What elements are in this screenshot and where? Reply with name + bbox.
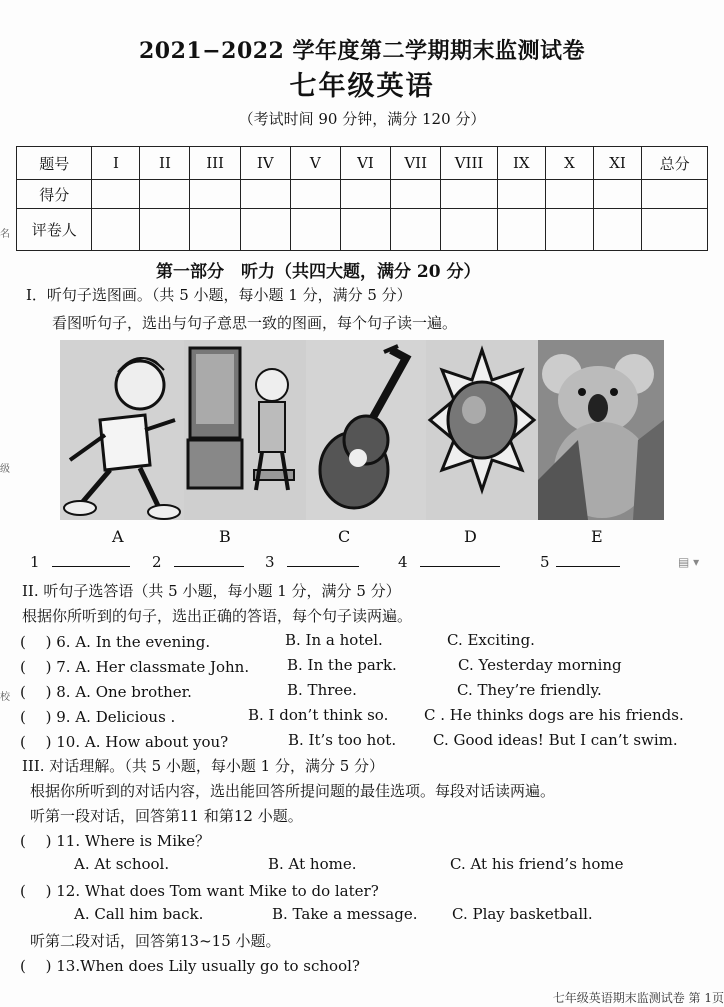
question-6-c: C. Exciting. [447,631,535,649]
question-7-b: B. In the park. [287,656,397,674]
margin-mark: 校 [0,692,10,703]
picture-label-d: D [464,527,477,546]
question-10-a: ( ) 10. A. How about you? [20,733,229,751]
question-12-c: C. Play basketball. [452,905,593,923]
section-number-cell: IX [497,147,545,180]
question-12-b: B. Take a message. [272,905,418,923]
score-cell[interactable] [391,180,441,209]
blank-number: 5 [540,553,550,571]
question-12-a: A. Call him back. [74,905,204,923]
question-9-a: ( ) 9. A. Delicious . [20,708,176,726]
question-9-c: C . He thinks dogs are his friends. [424,706,684,724]
section-number-cell: III [190,147,240,180]
question-8-c: C. They’re friendly. [457,681,602,699]
picture-boy-watching-tv [184,340,306,520]
exam-info: （考试时间 90 分钟，满分 120 分） [238,110,486,128]
question-11-c: C. At his friend’s home [450,855,624,873]
section-number-cell: I [92,147,140,180]
question-number-label: 题号 [17,147,92,180]
score-cell[interactable] [642,209,708,251]
score-cell[interactable] [441,209,497,251]
picture-label-b: B [219,527,231,546]
blank-number: 4 [398,553,408,571]
section3-instruction: 根据你所听到的对话内容，选出能回答所提问题的最佳选项。每段对话读两遍。 [30,782,556,800]
answer-blank-3[interactable] [265,552,359,571]
answer-blank-2[interactable] [152,552,244,571]
question-10-b: B. It’s too hot. [288,731,397,749]
score-cell[interactable] [545,209,593,251]
question-11-a: A. At school. [74,855,170,873]
score-cell[interactable] [497,180,545,209]
score-table [16,146,708,251]
question-7-a: ( ) 7. A. Her classmate John. [20,658,250,676]
score-cell[interactable] [497,209,545,251]
page-footer: 七年级英语期末监测试卷 第 1页 [552,991,724,1005]
score-cell[interactable] [340,180,390,209]
picture-label-c: C [338,527,351,546]
question-11-b: B. At home. [268,855,357,873]
score-cell[interactable] [190,180,240,209]
score-cell[interactable] [140,209,190,251]
section-number-cell: VIII [441,147,497,180]
answer-blank-4[interactable] [398,552,500,571]
blank-number: 3 [265,553,275,571]
dialog1-intro: 听第一段对话，回答第11 和第12 小题。 [30,807,303,825]
section2-instruction: 根据你所听到的句子，选出正确的答语，每个句子读两遍。 [22,607,413,625]
question-9-b: B. I don’t think so. [248,706,389,724]
margin-mark: 名 [0,229,10,240]
question-10-c: C. Good ideas! But I can’t swim. [433,731,678,749]
section-number-cell: V [290,147,340,180]
score-cell[interactable] [140,180,190,209]
score-cell[interactable] [340,209,390,251]
section-number-cell: VII [391,147,441,180]
section-number-cell: IV [240,147,290,180]
score-cell[interactable] [240,209,290,251]
exam-subject: 七年级英语 [289,71,435,102]
total-score-label: 总分 [642,147,708,180]
margin-mark: 级 [0,464,10,475]
score-cell[interactable] [391,209,441,251]
picture-guitar [306,340,426,520]
part1-title: 第一部分 听力（共四大题，满分 20 分） [156,262,481,282]
blank-number: 2 [152,553,162,571]
picture-sun [426,340,538,520]
question-6-b: B. In a hotel. [285,631,383,649]
paste-options-icon[interactable]: ▤ ▾ [678,555,700,569]
grader-row-label: 评卷人 [17,209,92,251]
dialog2-intro: 听第二段对话，回答第13~15 小题。 [30,932,281,950]
section-number-cell: VI [340,147,390,180]
section2-heading: II. 听句子选答语（共 5 小题，每小题 1 分，满分 5 分） [22,582,401,600]
question-6-a: ( ) 6. A. In the evening. [20,633,211,651]
answer-blank-1[interactable] [30,552,130,571]
score-cell[interactable] [240,180,290,209]
exam-title: 2021−2022 学年度第二学期期末监测试卷 [138,38,586,64]
score-cell[interactable] [190,209,240,251]
score-cell[interactable] [290,209,340,251]
section-number-cell: XI [593,147,641,180]
score-cell[interactable] [545,180,593,209]
section-number-cell: X [545,147,593,180]
score-cell[interactable] [593,180,641,209]
answer-blank-5[interactable] [540,552,620,571]
question-12: ( ) 12. What does Tom want Mike to do later? [20,882,379,900]
score-row-label: 得分 [17,180,92,209]
section1-heading: I．听句子选图画。（共 5 小题，每小题 1 分，满分 5 分） [26,286,412,304]
section3-heading: III. 对话理解。（共 5 小题，每小题 1 分，满分 5 分） [22,757,385,775]
blank-number: 1 [30,553,40,571]
picture-koala [538,340,664,520]
score-cell[interactable] [593,209,641,251]
score-cell[interactable] [92,209,140,251]
section1-instruction: 看图听句子，选出与句子意思一致的图画，每个句子读一遍。 [52,314,458,332]
picture-label-a: A [112,527,124,546]
score-cell[interactable] [290,180,340,209]
question-11: ( ) 11. Where is Mike？ [20,832,211,850]
score-cell[interactable] [92,180,140,209]
question-7-c: C. Yesterday morning [458,656,622,674]
score-cell[interactable] [441,180,497,209]
question-8-b: B. Three. [287,681,357,699]
question-8-a: ( ) 8. A. One brother. [20,683,192,701]
picture-label-e: E [591,527,603,546]
picture-boy-running [60,340,184,520]
score-cell[interactable] [642,180,708,209]
question-13: ( ) 13.When does Lily usually go to school? [20,957,360,975]
section-number-cell: II [140,147,190,180]
